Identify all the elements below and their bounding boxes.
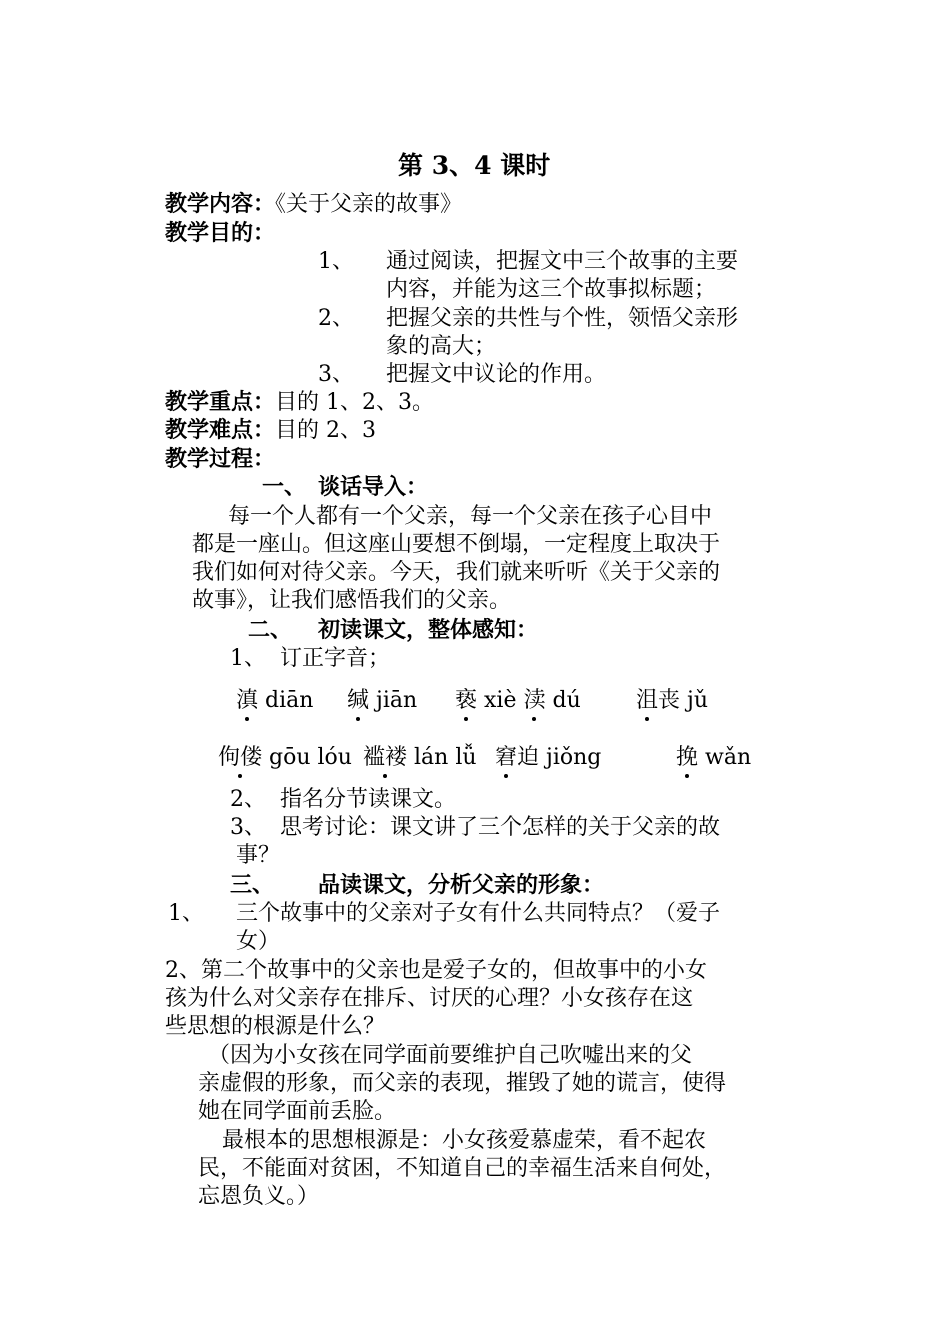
pinyin-text: jiān (376, 688, 418, 713)
goal-1-line1: 通过阅读，把握文中三个故事的主要 (386, 249, 739, 274)
section3-q1-num: 1、 (168, 901, 204, 926)
goal-3-num: 3、 (318, 362, 354, 387)
section3-a2-line-3: 忘恩负义。） (198, 1184, 320, 1209)
difficulty-label: 教学难点： (165, 417, 276, 443)
pinyin-text: diān (265, 688, 314, 713)
section3-a2-line-2: 民，不能面对贫困，不知道自己的幸福生活来自何处， (198, 1156, 727, 1181)
pinyin-ju (636, 683, 708, 714)
section3-a1-line-2: 亲虚假的形象，而父亲的表现，摧毁了她的谎言，使得 (198, 1071, 727, 1096)
pinyin-lanlv (363, 740, 477, 771)
goal-2-line2: 象的高大； (386, 334, 497, 359)
pinyin-char: 沮 (636, 683, 658, 714)
goal-2-num: 2、 (318, 306, 354, 331)
pinyin-char: 褴褛 (363, 740, 407, 771)
section3-num: 三、 (230, 872, 275, 898)
section2-item1-text: 订正字音； (280, 646, 391, 671)
pinyin-char-plain: 丧 (658, 688, 681, 713)
key-point-label: 教学重点： (165, 389, 276, 415)
pinyin-jiong (495, 740, 601, 771)
pinyin-text: jǔ (687, 688, 709, 713)
goals-label: 教学目的： (165, 220, 276, 246)
content-label: 教学内容： (165, 191, 276, 217)
page-title: 第 3、4 课时 (398, 151, 551, 180)
process-label: 教学过程： (165, 446, 276, 472)
pinyin-text: lán lǚ (414, 745, 477, 770)
pinyin-char-plain: 迫 (517, 745, 540, 770)
section3-q2-line-2: 孩为什么对父亲存在排斥、讨厌的心理？小女孩存在这 (165, 986, 694, 1011)
section2-num: 二、 (248, 617, 293, 643)
goal-2-line1: 把握父亲的共性与个性，领悟父亲形 (386, 306, 739, 331)
pinyin-char: 窘 (495, 740, 517, 771)
section2-title: 初读课文，整体感知： (318, 617, 539, 643)
key-point-value: 目的 1、2、3。 (275, 390, 435, 415)
pinyin-char: 亵 (455, 683, 477, 714)
section3-a2-line-1: 最根本的思想根源是：小女孩爱慕虚荣，看不起农 (222, 1128, 707, 1153)
section3-title: 品读课文，分析父亲的形象： (318, 872, 605, 898)
section2-item3-num: 3、 (230, 815, 266, 840)
content-value: 《关于父亲的故事》 (275, 192, 463, 217)
pinyin-xie-du (455, 683, 581, 714)
section3-a1-line-3: 她在同学面前丢脸。 (198, 1099, 397, 1124)
section1-num: 一、 (262, 474, 307, 500)
pinyin-goulou (218, 740, 352, 771)
section3-q2-line-3: 些思想的根源是什么？ (165, 1014, 386, 1039)
goal-3-line1: 把握文中议论的作用。 (386, 362, 607, 387)
pinyin-jian (347, 683, 417, 714)
section1-line-3: 我们如何对待父亲。今天，我们就来听听《关于父亲的 (192, 560, 721, 585)
pinyin-char: 佝偻 (218, 740, 262, 771)
section2-item2-text: 指名分节读课文。 (280, 787, 457, 812)
section3-q1-line1: 三个故事中的父亲对子女有什么共同特点？（爱子 (236, 901, 721, 926)
pinyin-char: 缄 (347, 683, 369, 714)
pinyin-wan (676, 740, 751, 771)
section2-item2-num: 2、 (230, 787, 266, 812)
key-point-row (165, 388, 434, 417)
goal-1-line2: 内容，并能为这三个故事拟标题； (386, 277, 717, 302)
section1-line-1: 每一个人都有一个父亲，每一个父亲在孩子心目中 (228, 504, 713, 529)
section2-item3-line1: 思考讨论：课文讲了三个怎样的关于父亲的故 (280, 815, 721, 840)
section3-q1-line2: 女） (236, 929, 281, 954)
section1-line-4: 故事》，让我们感悟我们的父亲。 (192, 588, 512, 613)
section1-title: 谈话导入： (318, 474, 429, 500)
pinyin-char: 挽 (676, 740, 698, 771)
section2-item3-line2: 事？ (236, 843, 281, 868)
pinyin-dian (236, 683, 313, 714)
pinyin-text: jiǒng (546, 745, 602, 770)
section1-line-2: 都是一座山。但这座山要想不倒塌，一定程度上取决于 (192, 532, 721, 557)
section3-q2-line-1: 2、第二个故事中的父亲也是爱子女的，但故事中的小女 (165, 958, 707, 983)
pinyin-text: gōu lóu (269, 745, 352, 770)
difficulty-row (165, 416, 376, 445)
pinyin-text: xiè (484, 688, 517, 713)
section2-item1-num: 1、 (230, 646, 266, 671)
pinyin-text: dú (552, 688, 581, 713)
pinyin-char: 渎 (523, 683, 545, 714)
section3-a1-line-1: （因为小女孩在同学面前要维护自己吹嘘出来的父 (208, 1043, 693, 1068)
pinyin-text: wǎn (705, 745, 752, 770)
content-row (165, 190, 462, 219)
pinyin-char: 滇 (236, 683, 258, 714)
goal-1-num: 1、 (318, 249, 354, 274)
difficulty-value: 目的 2、3 (275, 418, 377, 443)
